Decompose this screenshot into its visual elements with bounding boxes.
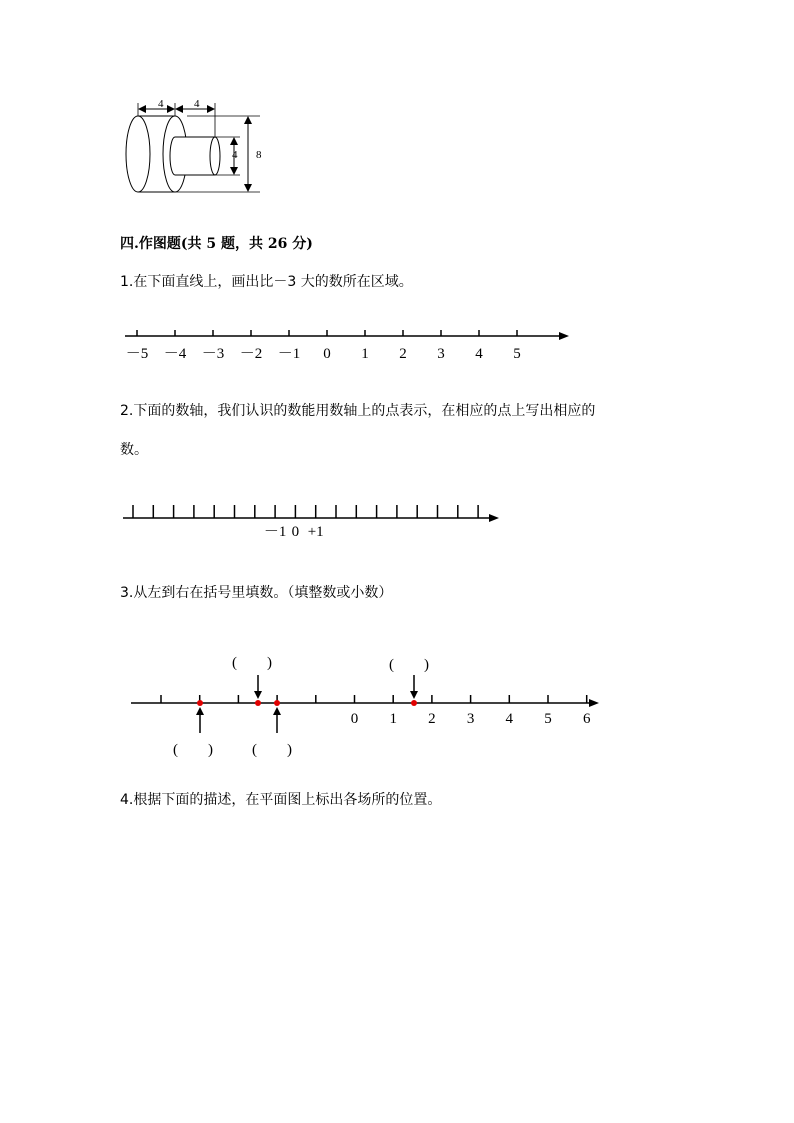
question-4-text: 4.根据下面的描述，在平面图上标出各场所的位置。 xyxy=(120,792,442,808)
outer-cylinder-left-face xyxy=(126,116,150,192)
number-line-1-tick-label: 4 xyxy=(475,346,483,362)
red-point-4 xyxy=(411,700,417,706)
number-line-2-arrowhead xyxy=(489,514,499,522)
number-line-1-tick-label: 3 xyxy=(437,346,445,362)
number-line-2-tick-label: +1 xyxy=(307,524,324,540)
inner-cylinder-right-face xyxy=(210,137,220,175)
question-2-line-1: 2.下面的数轴，我们认识的数能用数轴上的点表示，在相应的点上写出相应的 xyxy=(120,403,596,419)
number-line-3-tick-label: 3 xyxy=(466,711,475,727)
number-line-3-tick-label: 2 xyxy=(428,711,436,727)
question-2-line-2: 数。 xyxy=(120,442,148,458)
answer-blank-bottom-2: ( ) xyxy=(252,742,292,758)
dim-label-inner: 4 xyxy=(232,149,238,161)
number-line-2-tick-label: －1 xyxy=(263,524,287,540)
question-3-text: 3.从左到右在括号里填数。（填整数或小数） xyxy=(120,585,393,601)
number-line-3-tick-label: 5 xyxy=(544,711,552,727)
dim-label-top-right: 4 xyxy=(194,98,200,110)
number-line-1-tick-label: 1 xyxy=(361,346,369,362)
number-line-1-tick-label: －3 xyxy=(201,346,225,362)
number-line-1-tick-label: 0 xyxy=(323,346,331,362)
answer-blank-top-1: ( ) xyxy=(232,655,272,671)
question-1-text: 1.在下面直线上，画出比－3 大的数所在区域。 xyxy=(120,274,413,290)
number-line-3-tick-label: 0 xyxy=(350,711,359,727)
number-line-1-tick-label: －5 xyxy=(125,346,149,362)
number-line-2-tick-label: 0 xyxy=(291,524,300,540)
number-line-3-tick-label: 1 xyxy=(389,711,397,727)
number-line-3-tick-label: 6 xyxy=(582,711,591,727)
red-point-2 xyxy=(255,700,261,706)
number-line-2 xyxy=(115,500,510,545)
red-point-1 xyxy=(197,700,203,706)
red-point-3 xyxy=(274,700,280,706)
number-line-1-tick-label: －2 xyxy=(239,346,263,362)
dim-label-top-left: 4 xyxy=(158,98,164,110)
section-title: 四.作图题(共 5 题，共 26 分) xyxy=(120,236,313,252)
answer-blank-top-2: ( ) xyxy=(389,657,429,673)
cylinder-figure xyxy=(115,95,280,200)
number-line-3-arrowhead xyxy=(589,699,599,707)
dim-label-outer: 8 xyxy=(256,149,262,161)
number-line-1-tick-label: 5 xyxy=(513,346,521,362)
number-line-1-tick-label: －4 xyxy=(163,346,187,362)
number-line-1 xyxy=(115,320,575,370)
number-line-3 xyxy=(125,645,605,765)
number-line-1-arrowhead xyxy=(559,332,569,340)
number-line-1-tick-label: 2 xyxy=(399,346,407,362)
number-line-3-tick-label: 4 xyxy=(505,711,514,727)
answer-blank-bottom-1: ( ) xyxy=(173,742,213,758)
number-line-1-tick-label: －1 xyxy=(277,346,301,362)
